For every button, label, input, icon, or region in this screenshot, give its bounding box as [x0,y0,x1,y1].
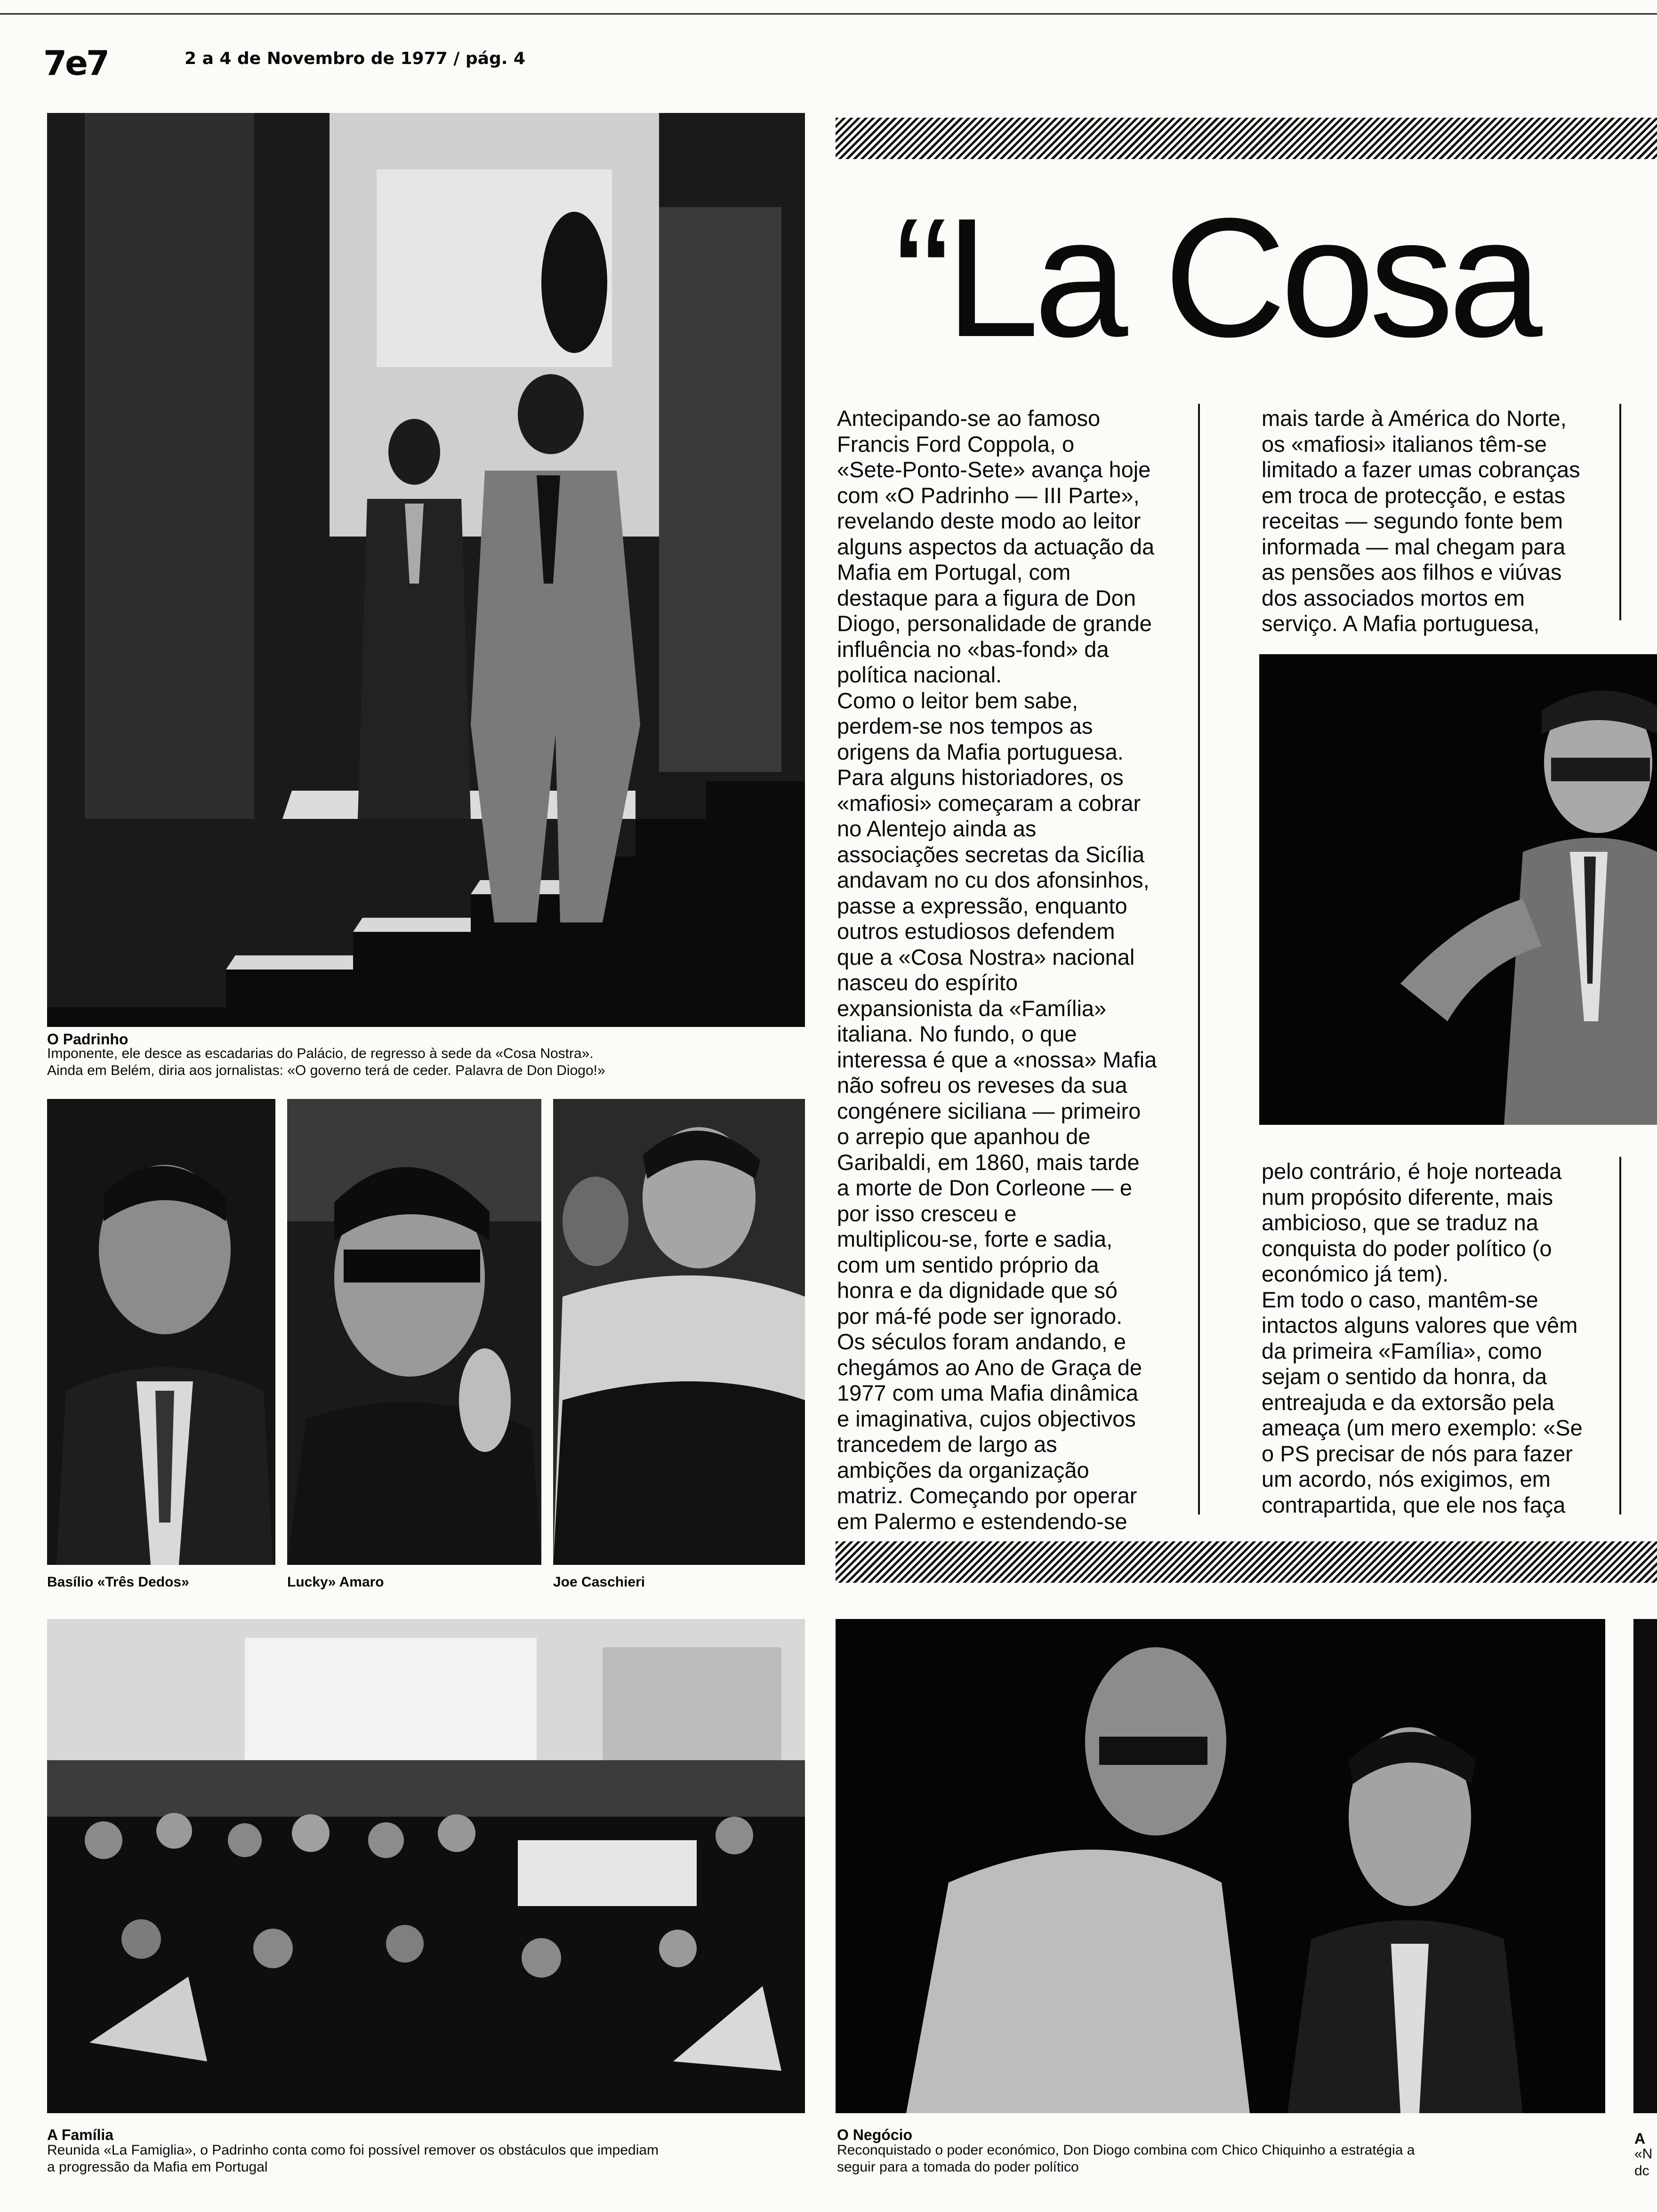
caption-title-padrinho: O Padrinho [47,1031,129,1048]
cropped-edge-photo [1633,1619,1657,2113]
issue-date-line: 2 a 4 de Novembro de 1977 / pág. 4 [185,49,525,68]
padrinho-staircase-photo [47,113,805,1027]
staircase-photo-illustration [47,113,805,1027]
portrait-joe-caschieri [553,1099,805,1565]
portrait-basilio-illustration [47,1099,275,1565]
column-rule-1 [1198,404,1200,1515]
column-rule-2-top [1619,404,1621,620]
newspaper-logo: 7e7 [43,43,108,83]
familia-crowd-photo [47,1619,805,2113]
portrait-basilio [47,1099,275,1565]
article-column-2-bottom: pelo contrário, é hoje norteada num propósito diferente, mais ambicioso, que se traduz na conquista do poder político (o económico já tem). Em todo o caso, mantêm-se intactos alguns valores que vêm da primeira «Família», como sejam o sentido da honra, da entreajuda e da extorsão pela ameaça (um mero exemplo: «Se o PS precisar de nós para fazer um acordo, nós exigimos, em contrapartida, que ele nos faça [1262,1159,1583,1517]
portrait-lucky-amaro-illustration [287,1099,541,1565]
negocio-photo [836,1619,1605,2113]
don-diogo-portrait-illustration [1259,654,1657,1125]
decorative-hatch-bar-bottom [836,1541,1657,1583]
caption-text-edge-2: dc [1634,2163,1649,2179]
caption-text-edge-1: «N [1634,2146,1653,2162]
article-headline: “La Cosa [894,183,1537,372]
caption-text-negocio-1: Reconquistado o poder económico, Don Diogo combina com Chico Chiquinho a estratégia a [837,2142,1415,2158]
caption-title-familia: A Família [47,2126,114,2143]
portrait-joe-caschieri-illustration [553,1099,805,1565]
caption-text-padrinho-1: Imponente, ele desce as escadarias do Palácio, de regresso à sede da «Cosa Nostra». [47,1046,594,1061]
portrait-lucky-amaro [287,1099,541,1565]
caption-text-padrinho-2: Ainda em Belém, diria aos jornalistas: «O governo terá de ceder. Palavra de Don Diogo!» [47,1063,605,1078]
familia-crowd-illustration [47,1619,805,2113]
decorative-hatch-bar-top [836,118,1657,159]
caption-text-familia-2: a progressão da Mafia em Portugal [47,2159,268,2175]
don-diogo-portrait-photo [1259,654,1657,1125]
caption-title-edge: A [1634,2130,1646,2147]
negocio-photo-illustration [836,1619,1605,2113]
caption-joe-caschieri: Joe Caschieri [553,1574,645,1590]
top-rule [0,13,1657,15]
caption-text-negocio-2: seguir para a tomada do poder político [837,2159,1079,2175]
caption-basilio: Basílio «Três Dedos» [47,1574,189,1590]
article-column-2-top: mais tarde à América do Norte, os «mafiosi» italianos têm-se limitado a fazer umas cobranças em troca de protecção, e estas receitas — segundo fonte bem informada — mal chegam para as pensões aos filhos e viúvas dos associados mortos em serviço. A Mafia portuguesa, [1262,406,1580,636]
article-column-1: Antecipando-se ao famoso Francis Ford Coppola, o «Sete-Ponto-Sete» avança hoje com «O Padrinho — III Parte», revelando deste modo ao leitor alguns aspectos da actuação da Mafia em Portugal, com destaque para a figura de Don Diogo, personalidade de grande influência no «bas-fond» da política nacional. Como o leitor bem sabe, perdem-se nos tempos as origens da Mafia portuguesa. Para alguns historiadores, os «mafiosi» começaram a cobrar no Alentejo ainda as associações secretas da Sicília andavam no cu dos afonsinhos, passe a expressão, enquanto outros estudiosos defendem que a «Cosa Nostra» nacional nasceu do espírito expansionista da «Família» italiana. No fundo, o que interessa é que a «nossa» Mafia não sofreu os reveses da sua congénere siciliana — primeiro o arrepio que apanhou de Garibaldi, em 1860, mais tarde a morte de Don Corleone — e por isso cresceu e multiplicou-se, forte e sadia, com um sentido próprio da honra e da dignidade que só por má-fé pode ser ignorado. Os séculos foram andando, e chegámos ao Ano de Graça de 1977 com uma Mafia dinâmica e imaginativa, cujos objectivos trancedem de largo as ambições da organização matriz. Começando por operar em Palermo e estendendo-se [837,406,1157,1534]
caption-text-familia-1: Reunida «La Famiglia», o Padrinho conta como foi possível remover os obstáculos que impediam [47,2142,659,2158]
caption-lucky-amaro: Lucky» Amaro [287,1574,384,1590]
column-rule-2-bottom [1619,1157,1621,1515]
cropped-edge-photo-illustration [1633,1619,1657,2113]
caption-title-negocio: O Negócio [837,2126,913,2143]
